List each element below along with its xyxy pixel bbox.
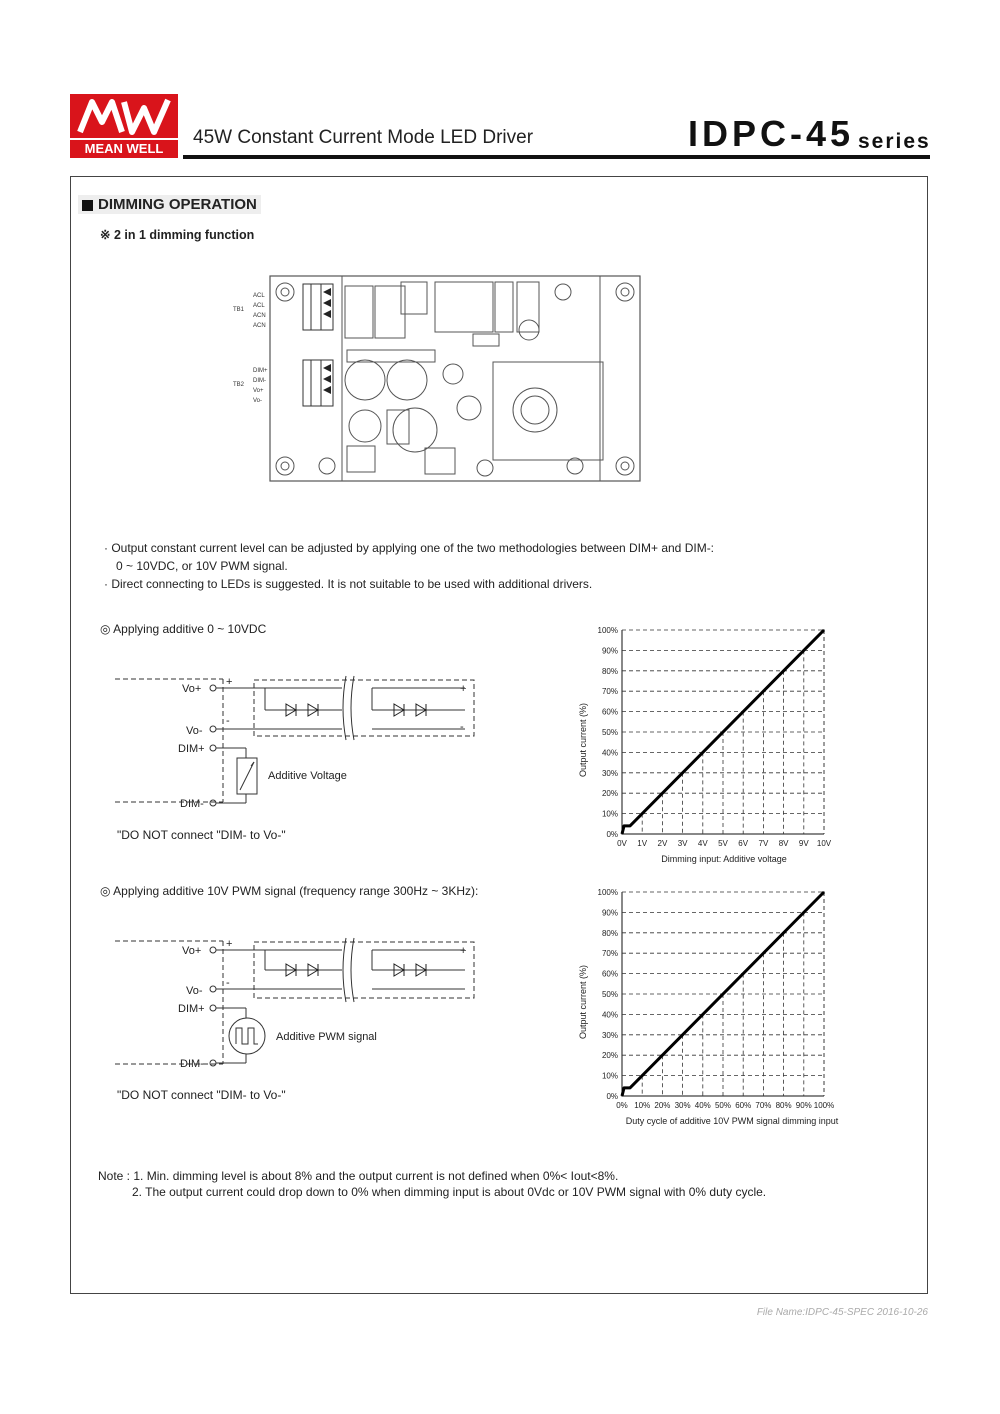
header-rule [183,155,930,159]
circuit1-diagram [110,672,490,852]
circuit2-diagram [110,934,490,1114]
source-label: Additive Voltage [268,770,347,782]
source-label: Additive PWM signal [276,1031,377,1043]
circuit1-title: ◎ Applying additive 0 ~ 10VDC [100,622,267,636]
vo-plus-label: Vo+ [182,945,202,957]
x-tick-label: 0% [616,1101,628,1110]
x-tick-label: 30% [674,1101,691,1110]
section-subtitle: ※ 2 in 1 dimming function [100,228,255,242]
circuit2-title: ◎ Applying additive 10V PWM signal (frequency range 300Hz ~ 3KHz): [100,884,479,898]
y-tick-label: 60% [601,707,618,717]
x-tick-label: 70% [755,1101,772,1110]
file-name-footer: File Name:IDPC-45-SPEC 2016-10-26 [756,1307,928,1318]
data-point [621,1095,622,1096]
y-tick-label: 0% [606,830,618,839]
x-tick-label: 10V [816,839,832,848]
data-point [623,825,624,826]
tb2-pin: Vo+ [253,388,264,394]
dim-plus-label: DIM+ [178,1003,205,1015]
x-tick-label: 1V [637,839,648,848]
y-tick-label: 100% [597,888,618,897]
plus-sign: + [460,945,467,957]
y-tick-label: 20% [601,1051,618,1061]
y-tick-label: 50% [601,728,618,737]
chart-pwm-duty [574,882,846,1132]
x-tick-label: 3V [677,839,688,848]
x-tick-label: 2V [657,839,668,848]
minus-sign: - [460,983,464,995]
description-line: 0 ~ 10VDC, or 10V PWM signal. [116,559,288,573]
x-tick-label: 90% [795,1101,812,1110]
square-bullet-icon [82,200,93,211]
plus-sign: + [226,938,233,950]
tb1-label: TB1 [233,307,245,313]
y-tick-label: 10% [601,1071,618,1081]
data-point [823,891,824,892]
note-line: 2. The output current could drop down to 0% when dimming input is about 0Vdc or 10V PWM signal with 0% duty cycle. [132,1185,767,1199]
y-tick-label: 40% [601,748,618,758]
y-tick-label: 80% [601,666,618,676]
mean-well-logo [70,94,178,158]
tb2-pin: DIM- [253,378,266,384]
tb1-pin: ACL [253,303,265,309]
logo-mark [70,94,178,138]
y-tick-label: 60% [601,969,618,979]
data-point [623,1087,624,1088]
description-line: · Direct connecting to LEDs is suggested. It is not suitable to be used with additional drivers. [104,577,593,591]
tb1-pin: ACL [253,293,265,299]
y-tick-label: 0% [606,1092,618,1101]
tb1-pin: ACN [253,323,266,329]
vo-minus-label: Vo- [186,725,203,737]
x-tick-label: 4V [697,839,708,848]
tb2-pin: DIM+ [253,368,268,374]
y-tick-label: 80% [601,928,618,938]
tb1-pin: ACN [253,313,266,319]
x-tick-label: 6V [738,839,749,848]
y-tick-label: 10% [601,809,618,819]
chart-xlabel: Duty cycle of additive 10V PWM signal dimming input [625,1116,839,1126]
minus-sign: - [226,715,230,727]
y-tick-label: 30% [601,768,618,778]
y-tick-label: 90% [601,908,618,918]
model-name: IDPC-45 [688,113,855,154]
tb2-label: TB2 [233,382,245,388]
dim-minus-label: DIM- [180,1058,204,1070]
x-tick-label: 40% [694,1101,711,1110]
section-title: DIMMING OPERATION [78,195,261,214]
chart-ylabel: Output current (%) [578,702,588,778]
pcb-board-diagram [225,270,645,490]
x-tick-label: 8V [778,839,789,848]
y-tick-label: 70% [601,949,618,959]
y-tick-label: 30% [601,1030,618,1040]
x-tick-label: 7V [758,839,769,848]
x-tick-label: 100% [813,1101,835,1110]
x-tick-label: 10% [634,1101,651,1110]
logo-name: MEAN WELL [70,140,178,158]
data-point [621,833,622,834]
plus-sign: + [460,683,467,695]
vo-minus-label: Vo- [186,985,203,997]
circuit2-warning: "DO NOT connect "DIM- to Vo-" [117,1088,286,1102]
y-tick-label: 70% [601,687,618,697]
x-tick-label: 5V [718,839,728,848]
chart-ylabel: Output current (%) [578,964,588,1040]
mw-logo-icon [70,94,178,138]
x-tick-label: 80% [775,1101,792,1110]
x-tick-label: 50% [714,1101,732,1110]
x-tick-label: 60% [735,1101,752,1110]
chart-xlabel: Dimming input: Additive voltage [661,854,787,864]
minus-sign: - [460,721,464,733]
data-point [629,1087,630,1088]
y-tick-label: 90% [601,646,618,656]
plus-sign: + [226,676,233,688]
dim-minus-label: DIM- [180,798,204,810]
minus-sign: - [226,977,230,989]
circuit1-warning: "DO NOT connect "DIM- to Vo-" [117,828,286,842]
data-point [823,629,824,630]
y-tick-label: 100% [597,626,618,635]
data-point [629,825,630,826]
y-tick-label: 50% [601,990,618,999]
vo-plus-label: Vo+ [182,683,202,695]
chart-additive-voltage [574,620,846,870]
x-tick-label: 20% [654,1101,671,1110]
note-line: Note : 1. Min. dimming level is about 8% and the output current is not defined when 0%< Iout<8%. [98,1169,619,1183]
dim-plus-label: DIM+ [178,743,205,755]
tb2-pin: Vo- [253,398,263,404]
description-line: · Output constant current level can be adjusted by applying one of the two methodologies between DIM+ and DIM-: [104,541,715,555]
x-tick-label: 0V [617,839,627,848]
y-tick-label: 20% [601,789,618,799]
x-tick-label: 9V [798,839,809,848]
series-label: series [858,130,931,153]
document-subtitle: 45W Constant Current Mode LED Driver [193,127,534,148]
y-tick-label: 40% [601,1010,618,1020]
